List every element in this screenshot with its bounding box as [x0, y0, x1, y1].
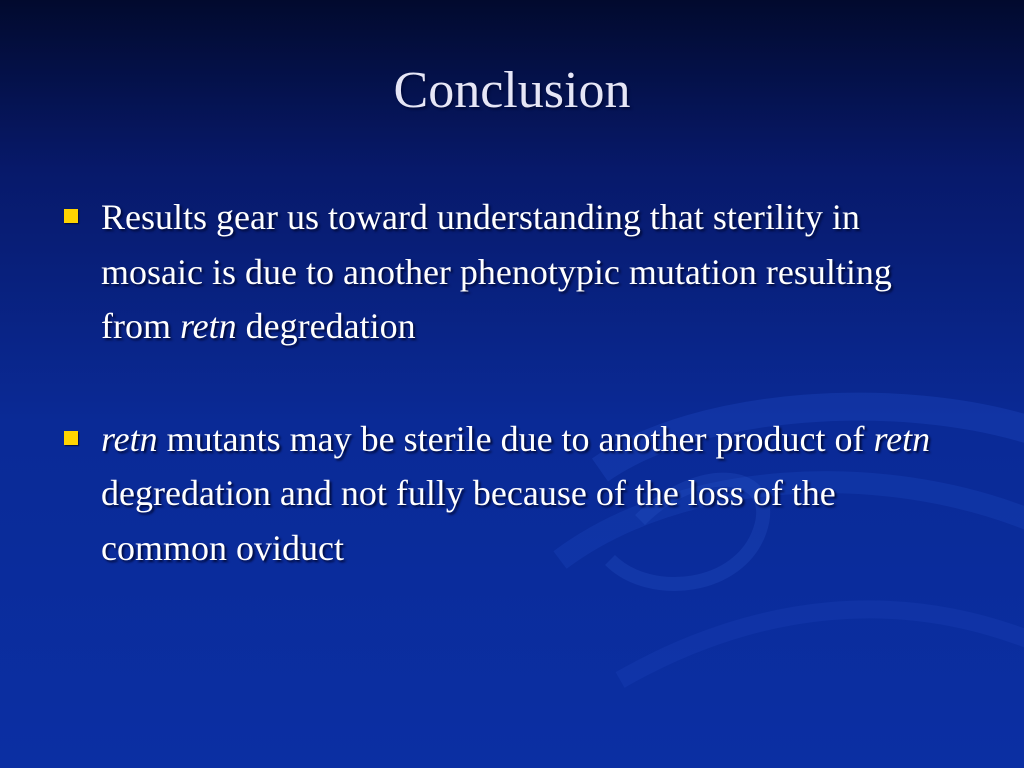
slide-title: Conclusion: [393, 62, 631, 119]
bullet-1-italic-gene: retn: [179, 306, 237, 346]
bullet-2-text-end: degredation and not fully because of the loss of the common oviduct: [101, 473, 836, 568]
bullet-square-icon: [64, 209, 78, 223]
bullet-1-text-end: degredation: [236, 306, 416, 346]
bullet-2-italic-gene-2: retn: [873, 418, 931, 459]
bullet-1-text: Results gear us toward understanding that sterility in mosaic is due to another phenotypic mutation resulting from: [101, 197, 892, 346]
bullet-item-1: [64, 190, 964, 354]
bullet-square-icon: [64, 431, 78, 445]
bullet-list: [64, 190, 964, 575]
bullet-2-text: mutants may be sterile due to another product of: [157, 418, 874, 459]
bullet-2-italic-gene: retn: [101, 418, 158, 459]
bullet-item-2: [64, 412, 964, 576]
